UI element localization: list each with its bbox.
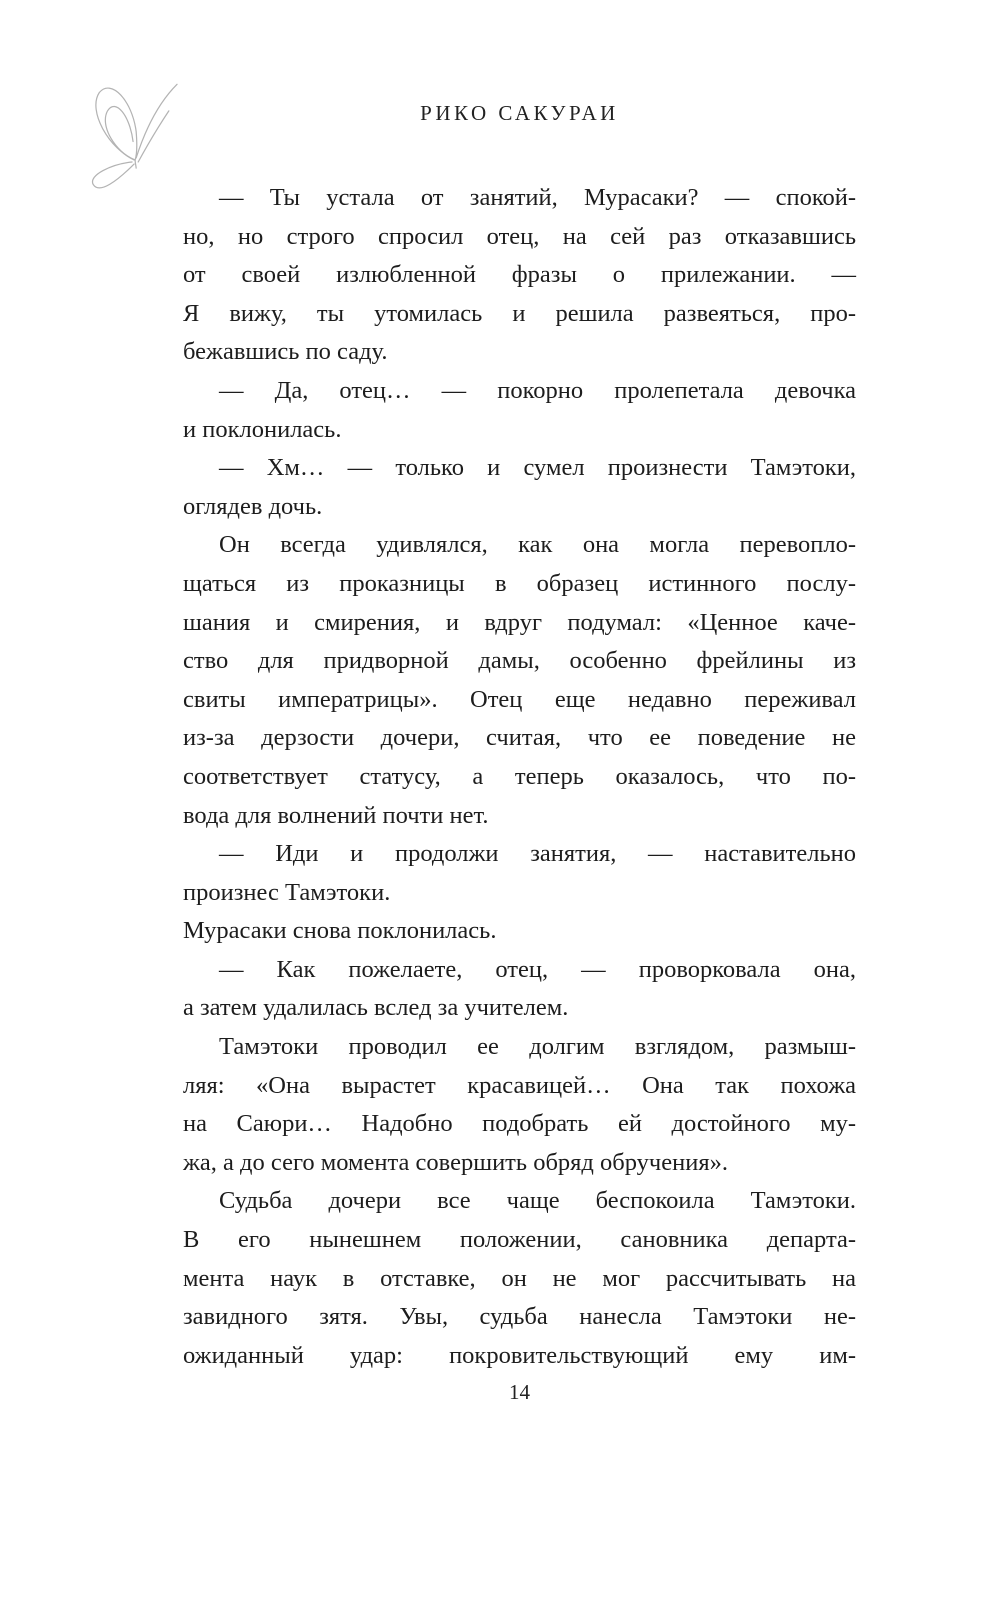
paragraph [183, 449, 856, 526]
text-line: Судьба дочери все чаще беспокоила Тамэтоки. [219, 1187, 856, 1215]
text-line: щаться из проказницы в образец истинного послу- [183, 569, 856, 597]
text-line: вода для волнений почти нет. [183, 801, 489, 829]
text-line: от своей излюбленной фразы о прилежании. — [183, 261, 856, 289]
text-line: но, но строго спросил отец, на сей раз отказавшись [183, 222, 856, 250]
text-line: произнес Тамэтоки. [183, 878, 391, 906]
text-line: Мурасаки снова поклонилась. [183, 917, 497, 945]
paragraph [183, 951, 856, 1028]
paragraph [183, 912, 856, 951]
text-line: завидного зятя. Увы, судьба нанесла Тамэтоки не- [183, 1303, 856, 1331]
paragraph [183, 835, 856, 912]
text-line: бежавшись по саду. [183, 338, 388, 366]
paragraph [183, 1028, 856, 1182]
text-line: — Ты устала от занятий, Мурасаки? — спокой- [219, 184, 856, 211]
body-text [183, 179, 856, 1375]
paragraph [183, 1182, 856, 1375]
text-line: шания и смирения, и вдруг подумал: «Ценное каче- [183, 608, 856, 636]
text-line: — Как пожелаете, отец, — проворковала она, [219, 955, 856, 983]
text-line: свиты императрицы». Отец еще недавно переживал [183, 685, 856, 713]
butterfly-line-art [78, 70, 182, 208]
paragraph [183, 179, 856, 372]
text-line: — Иди и продолжи занятия, — наставительно [219, 840, 856, 868]
text-line: — Да, отец… — покорно пролепетала девочка [219, 376, 856, 404]
text-line: оглядев дочь. [183, 492, 323, 520]
page-number: 14 [509, 1380, 530, 1404]
text-line: — Хм… — только и сумел произнести Тамэтоки, [219, 454, 856, 482]
text-line: Я вижу, ты утомилась и решила развеяться, про- [183, 299, 856, 327]
text-line: ство для придворной дамы, особенно фрейлины из [183, 647, 856, 675]
text-line: из-за дерзости дочери, считая, что ее поведение не [183, 724, 856, 752]
text-line: соответствует статусу, а теперь оказалось, что по- [183, 762, 856, 790]
paragraph [183, 526, 856, 835]
text-line: на Саюри… Надобно подобрать ей достойного му- [183, 1110, 856, 1138]
text-line: В его нынешнем положении, сановника департа- [183, 1226, 856, 1254]
text-line: Тамэтоки проводил ее долгим взглядом, размыш- [219, 1033, 856, 1061]
running-header: РИКО САКУРАИ [420, 101, 619, 125]
text-line: Он всегда удивлялся, как она могла перевопло- [219, 531, 856, 559]
text-line: а затем удалилась вслед за учителем. [183, 994, 569, 1022]
text-line: жа, а до сего момента совершить обряд обручения». [183, 1148, 728, 1176]
text-line: ляя: «Она вырастет красавицей… Она так похожа [183, 1071, 856, 1099]
text-line: ожиданный удар: покровительствующий ему им- [183, 1341, 856, 1369]
paragraph [183, 372, 856, 449]
text-line: мента наук в отставке, он не мог рассчитывать на [183, 1264, 856, 1292]
text-line: и поклонилась. [183, 415, 342, 443]
